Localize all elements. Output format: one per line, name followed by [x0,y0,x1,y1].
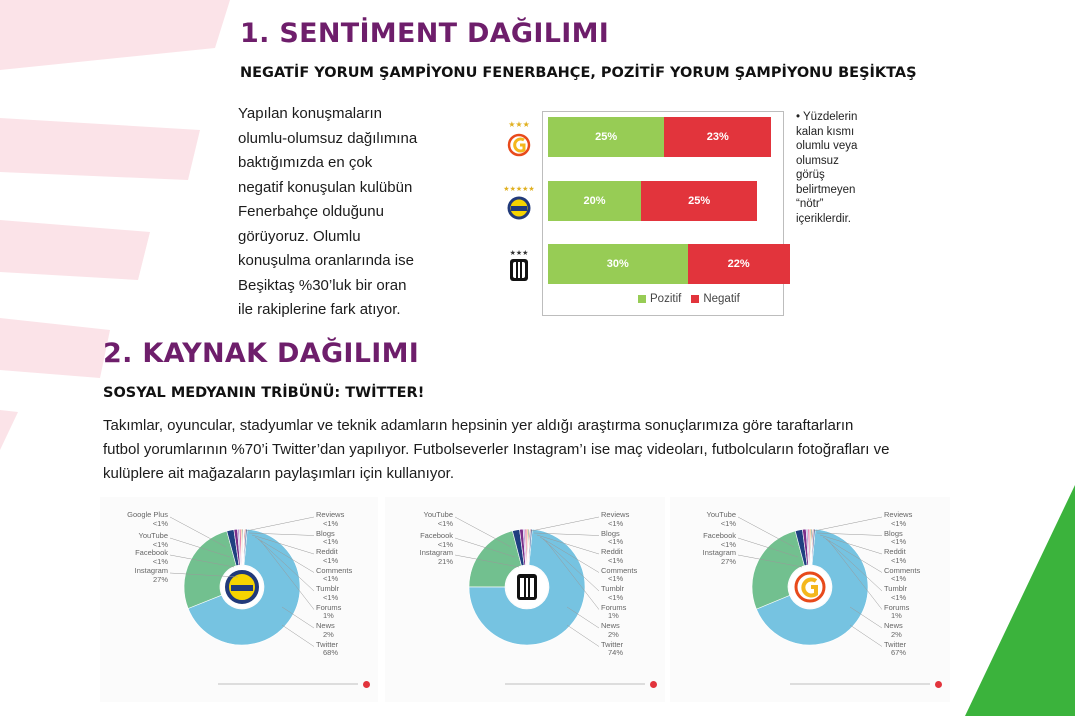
donut-label-right [601,567,637,584]
bar-pozitif [548,244,688,284]
donut-label-right [601,511,629,528]
section1-subtitle: NEGATİF YORUM ŞAMPİYONU FENERBAHÇE, POZİTİF YORUM ŞAMPİYONU BEŞİKTAŞ [240,65,917,81]
donut-label-value: <1% [437,539,453,549]
neutral-note [796,110,876,226]
data-label: 23% [706,131,729,143]
donut-label-name: YouTube [423,510,453,519]
paragraph-line: futbol yorumlarının %70’i Twitter’dan yapılıyor. Futbolseverler Instagram’ı ise maç videoları, futbolcuların fotoğrafları ve [103,441,890,458]
donut-label-name: Comments [601,565,638,575]
source-donut-chart [100,497,378,702]
donut-label-name: YouTube [706,510,736,519]
legend-item-positive [638,293,681,305]
donut-label-right [601,548,623,565]
chart-footer-mark [505,683,645,685]
donut-label-left [424,511,453,528]
donut-label-name: Instagram [419,548,453,557]
legend-swatch-positive [638,295,646,303]
donut-label-name: Facebook [135,548,168,557]
donut-label-value: <1% [891,518,907,528]
chart-footer-mark [790,683,930,685]
donut-label-left [127,511,168,528]
donut-label-name: Reddit [601,547,623,556]
donut-label-name: Twitter [316,639,339,649]
donut-label-name: Forums [884,602,910,612]
bar-negatif [641,181,757,221]
donut-label-name: Tumblr [601,584,625,593]
donut-label-name: Blogs [601,528,620,538]
section1-title: 1. SENTİMENT DAĞILIMI [240,18,610,49]
donut-label-value: 67% [891,648,907,657]
donut-label-right [316,622,335,639]
data-label: 20% [583,195,606,207]
brand-dot-icon [650,681,657,688]
donut-label-name: Reviews [884,510,913,519]
donut-label-name: Tumblr [884,584,908,593]
note-line: olumlu veya [796,140,858,152]
note-line: olumsuz [796,154,839,167]
leader-line [531,517,599,531]
leader-line [850,625,882,647]
data-label: 25% [688,195,711,207]
galatasaray-logo [503,118,535,158]
donut-label-right [884,511,912,528]
svg-text:★★★★★: ★★★★★ [503,185,535,193]
source-donut-chart [385,497,665,702]
chart-footer-mark [218,683,358,685]
donut-label-value: <1% [152,556,168,566]
donut-label-value: <1% [323,555,339,565]
donut-label-right [884,604,909,621]
donut-label-right [601,604,626,621]
donut-label-right [316,530,338,547]
donut-label-left [135,549,168,566]
section2-paragraph [103,414,1003,486]
donut-label-value: <1% [152,518,168,528]
donut-label-value: <1% [323,574,339,583]
donut-label-value: <1% [891,555,907,565]
leader-line [455,517,511,547]
donut-label-name: Instagram [702,548,736,557]
donut-label-value: <1% [608,592,624,602]
donut-label-left [703,549,736,566]
donut-label-name: Twitter [884,639,907,649]
donut-label-left [420,549,453,566]
note-line: içeriklerdir. [796,212,851,225]
paragraph-line: konuşulma oranlarında ise [238,252,414,269]
donut-label-value: 74% [608,648,624,657]
donut-label-value: 21% [437,556,453,566]
donut-label-value: 2% [608,629,619,639]
donut-label-value: <1% [323,537,339,546]
donut-label-name: Blogs [316,528,335,538]
donut-label-right [601,641,623,658]
donut-label-right [601,585,624,602]
donut-label-left [139,532,168,549]
paragraph-line: olumlu-olumsuz dağılımına [238,129,418,147]
leader-line [246,517,314,531]
donut-label-value: <1% [608,537,624,546]
bar-negatif [664,117,771,157]
donut-label-left [707,511,736,528]
donut-label-name: Reddit [884,547,906,556]
donut-label-value: <1% [152,539,168,549]
donut-label-value: <1% [323,518,339,528]
galatasaray-logo-emblem [796,573,824,601]
donut-label-value: 2% [891,629,902,639]
svg-text:★★★: ★★★ [509,249,529,257]
section2-subtitle: SOSYAL MEDYANIN TRİBÜNÜ: TWİTTER! [103,385,425,401]
paragraph-line: negatif konuşulan kulübün [238,178,413,196]
source-donut-chart [670,497,950,702]
chart-legend [638,293,740,305]
data-label: 25% [595,131,618,143]
donut-label-value: <1% [608,518,624,528]
donut-label-right [316,604,341,621]
donut-label-value: 1% [323,611,334,620]
donut-label-value: <1% [891,592,907,602]
legend-label-negative: Negatif [703,293,740,305]
donut-label-name: News [884,621,903,630]
paragraph-line: ile rakiplerine fark atıyor. [238,301,401,318]
note-line: belirtmeyen [796,183,856,196]
donut-label-name: Reddit [316,547,338,556]
bar-pozitif [548,181,641,221]
donut-label-name: Tumblr [316,584,340,593]
donut-label-right [884,548,906,565]
donut-label-name: Reviews [316,510,345,519]
donut-label-name: Forums [316,602,342,612]
donut-label-left [703,532,736,549]
data-label: 22% [727,258,750,270]
leader-line [738,517,794,547]
donut-label-value: 2% [323,629,334,639]
legend-swatch-negative [691,295,699,303]
brand-dot-icon [363,681,370,688]
leader-line [170,517,226,547]
paragraph-line: kulüplere ait mağazaların paylaşımları için kullanıyor. [103,465,454,482]
donut-label-right [884,567,920,584]
donut-label-value: <1% [437,518,453,528]
donut-label-value: <1% [608,574,624,583]
donut-label-value: 1% [608,611,619,620]
bar-negatif [688,244,790,284]
donut-label-name: News [316,621,335,630]
donut-label-name: YouTube [138,531,168,540]
donut-label-right [601,530,623,547]
donut-label-right [884,622,903,639]
section2-title: 2. KAYNAK DAĞILIMI [103,338,420,369]
donut-label-right [601,622,620,639]
donut-label-name: Blogs [884,528,903,538]
besiktas-logo-emblem [517,574,537,600]
donut-label-right [316,567,352,584]
paragraph-line: görüyoruz. Olumlu [238,227,361,245]
donut-label-value: <1% [891,537,907,546]
note-line: kalan kısmı [796,125,855,138]
brand-dot-icon [935,681,942,688]
leader-line [814,517,882,531]
donut-label-right [316,511,344,528]
bar-pozitif [548,117,664,157]
section1-paragraph [238,102,417,323]
donut-label-name: Comments [884,565,921,575]
donut-label-name: Comments [316,565,353,575]
donut-label-right [316,548,338,565]
donut-label-right [884,641,906,658]
donut-label-left [420,532,453,549]
donut-label-right [884,585,907,602]
donut-label-name: Instagram [134,566,168,575]
donut-label-name: Facebook [703,531,736,540]
donut-label-right [884,530,906,547]
donut-label-left [135,567,168,584]
donut-label-right [316,641,338,658]
donut-label-value: <1% [323,592,339,602]
paragraph-line: Takımlar, oyuncular, stadyumlar ve teknik adamların hepsinin yer aldığı araştırma sonuçlarımıza göre taraftarların [103,417,854,434]
paragraph-line: baktığımızda en çok [238,154,373,171]
donut-label-value: <1% [608,555,624,565]
donut-label-value: <1% [720,539,736,549]
legend-item-negative [691,293,739,305]
paragraph-line: Yapılan konuşmaların [238,105,382,122]
donut-label-name: Facebook [420,531,453,540]
leader-line [282,625,314,647]
donut-label-name: Forums [601,602,627,612]
note-line: görüş [796,169,825,181]
donut-label-value: 68% [323,648,339,657]
donut-label-right [316,585,339,602]
donut-label-value: 27% [152,574,168,584]
paragraph-line: Fenerbahçe olduğunu [238,203,384,220]
donut-label-value: 1% [891,611,902,620]
legend-label-positive: Pozitif [650,293,682,305]
paragraph-line: Beşiktaş %30’luk bir oran [238,276,407,294]
data-label: 30% [606,258,629,270]
fenerbahce-logo [503,183,535,223]
note-line: • Yüzdelerin [796,111,858,123]
donut-label-name: Twitter [601,639,624,649]
besiktas-logo [503,247,535,287]
sentiment-bar-chart [542,111,784,316]
donut-label-value: <1% [891,574,907,583]
leader-line [567,625,599,647]
note-line: “nötr” [796,198,824,210]
donut-label-name: Reviews [601,510,630,519]
svg-text:★★★: ★★★ [508,120,530,129]
donut-label-value: 27% [720,556,736,566]
donut-label-name: Google Plus [127,510,168,519]
donut-label-name: News [601,621,620,630]
donut-label-value: <1% [720,518,736,528]
